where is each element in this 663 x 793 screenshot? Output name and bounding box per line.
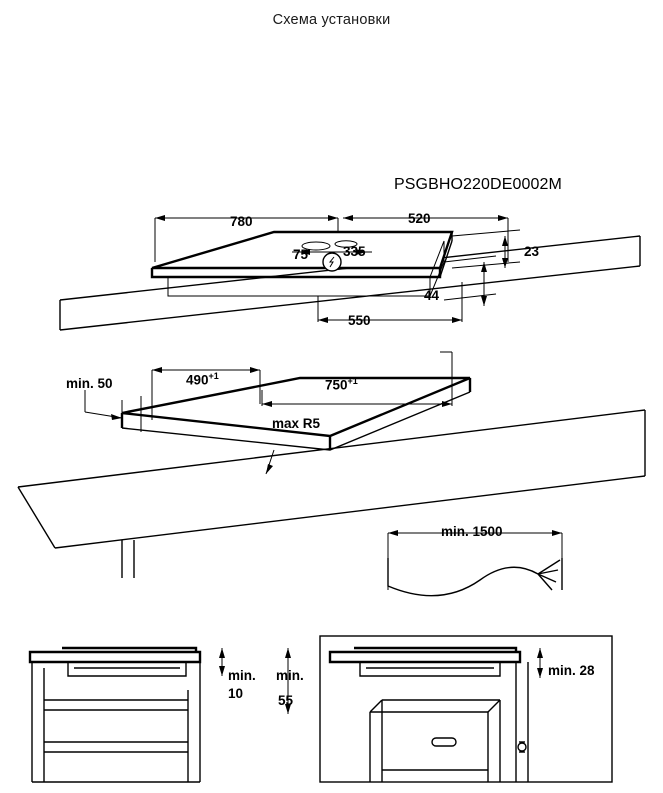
dim-min-1500: min. 1500: [441, 524, 503, 539]
dim-min-28: min. 28: [548, 663, 595, 678]
dim-offset-335: 335: [343, 244, 366, 259]
dim-depth-44: 44: [424, 288, 440, 303]
dim-cutout-width-750: [325, 376, 358, 393]
model-code-label: PSGBHO220DE0002M: [394, 176, 562, 193]
dim-width-780: 780: [230, 214, 253, 229]
dim-min-50: min. 50: [66, 376, 113, 391]
dim-cutout-depth-value: 490: [186, 372, 209, 388]
dim-min-55-prefix: min.: [276, 668, 304, 683]
clearance-right-drawing: [320, 636, 612, 782]
dim-offset-75: 75: [293, 247, 309, 262]
dim-cutout-width-tolerance: +1: [347, 376, 358, 386]
dim-min-10-value: 10: [228, 686, 244, 701]
dim-height-23: 23: [524, 244, 540, 259]
dim-cutout-width-value: 750: [325, 377, 348, 393]
page-title: Схема установки: [272, 12, 391, 28]
dim-min-55-value: 55: [278, 693, 294, 708]
dim-width-550: 550: [348, 313, 371, 328]
dim-cutout-depth-490: [186, 371, 219, 388]
dim-width-520: 520: [408, 211, 431, 226]
dim-min-10-prefix: min.: [228, 668, 256, 683]
dim-cutout-depth-tolerance: +1: [208, 371, 219, 381]
cable-drawing: [388, 530, 562, 596]
dim-max-r5: max R5: [272, 416, 321, 431]
